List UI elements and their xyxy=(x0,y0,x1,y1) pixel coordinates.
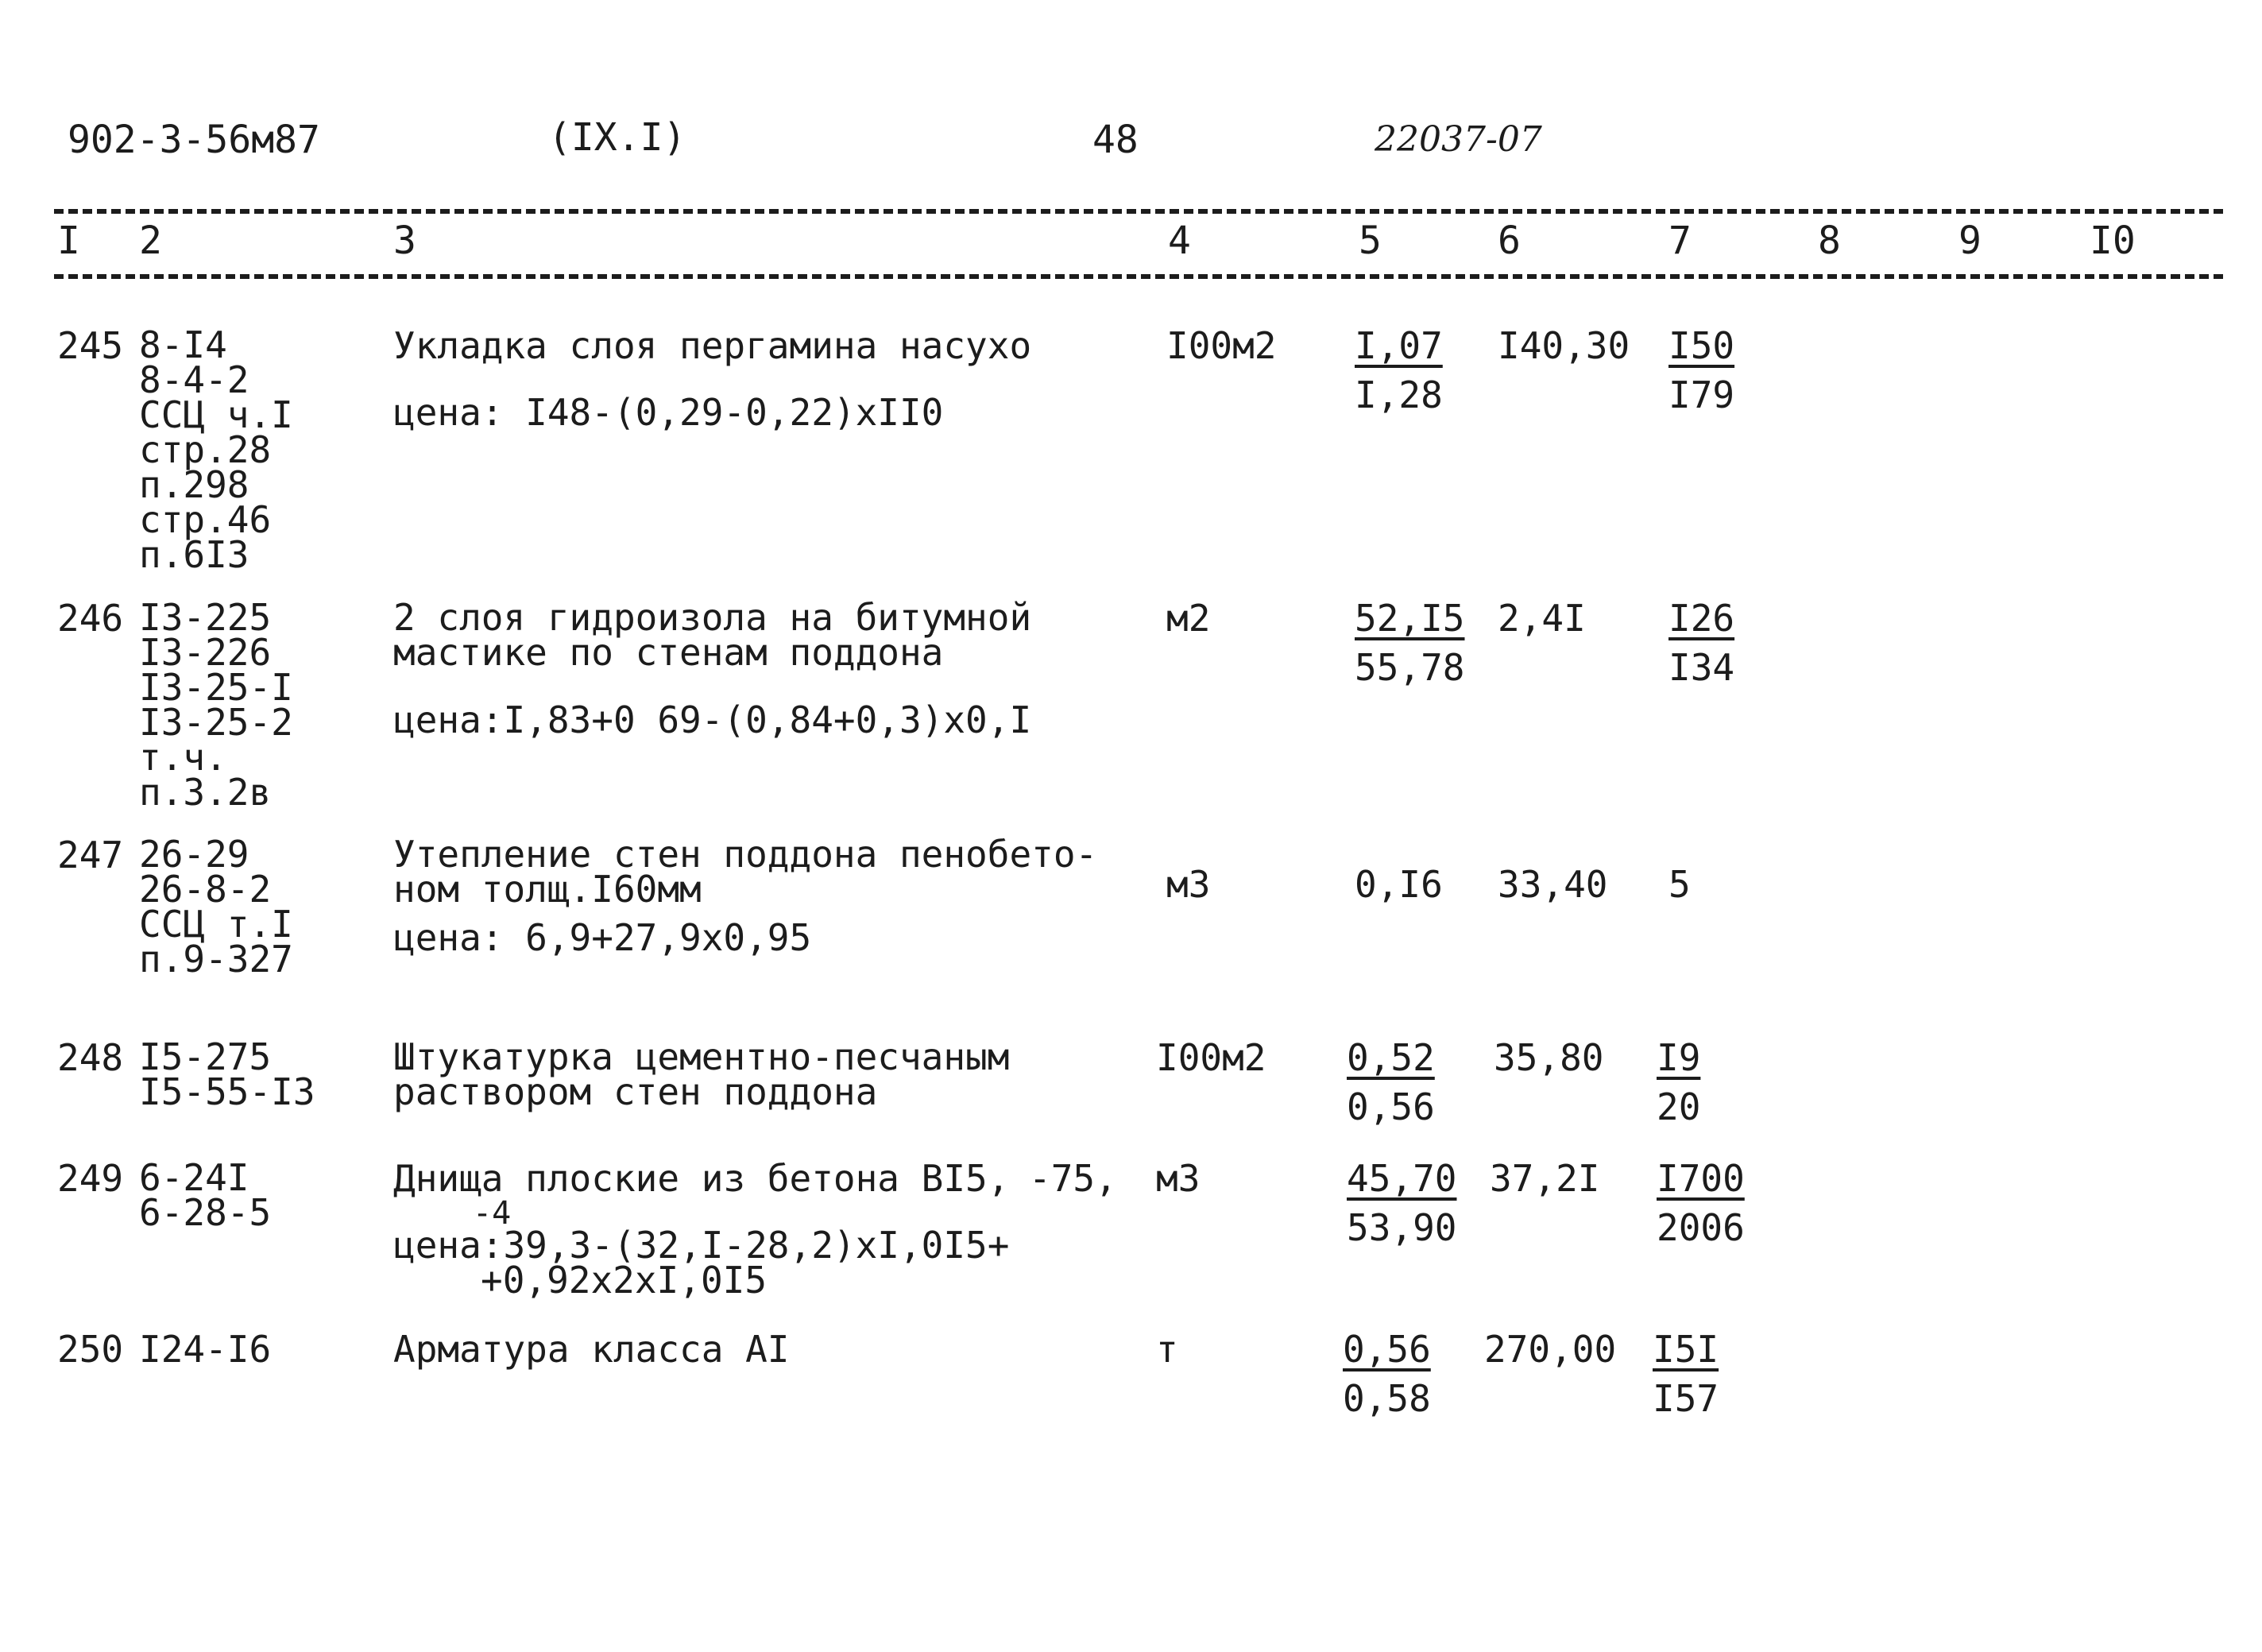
quantity-bottom: 53,90 xyxy=(1347,1206,1457,1249)
unit-cost: 37,2I xyxy=(1490,1157,1600,1200)
price-formula: цена: I48-(0,29-0,22)хII0 xyxy=(393,391,944,434)
work-description: Штукатурка цементно-песчаным раствором стен поддона xyxy=(393,1035,1010,1113)
unit: I00м2 xyxy=(1156,1036,1266,1079)
column-header-9: 9 xyxy=(1958,219,1982,263)
total-bottom: I79 xyxy=(1668,373,1735,416)
column-header-5: 5 xyxy=(1359,219,1382,263)
total-bottom: 2006 xyxy=(1657,1206,1745,1249)
column-header-7: 7 xyxy=(1668,219,1692,263)
row-number: 246 xyxy=(57,597,124,640)
column-header-3: 3 xyxy=(393,219,416,263)
row-number: 249 xyxy=(57,1157,124,1200)
total-top: I26 xyxy=(1668,597,1735,640)
reference-codes: 26-29 26-8-2 ССЦ т.I п.9-327 xyxy=(139,833,293,981)
quantity-bottom: 0,58 xyxy=(1343,1377,1431,1420)
total-top: I50 xyxy=(1668,324,1735,367)
reference-codes: 8-I4 8-4-2 ССЦ ч.I стр.28 п.298 стр.46 п.6I3 xyxy=(139,323,293,576)
column-header-6: 6 xyxy=(1498,219,1521,263)
price-formula: цена: 6,9+27,9х0,95 xyxy=(393,916,812,959)
column-header-4: 4 xyxy=(1168,219,1191,263)
quantity-top: I,07 xyxy=(1355,324,1443,367)
quantity-top: 45,70 xyxy=(1347,1157,1457,1200)
unit: м3 xyxy=(1166,863,1211,906)
quantity-bottom: 0,56 xyxy=(1347,1085,1435,1128)
work-description: Днища плоские из бетона BI5, xyxy=(393,1157,1010,1200)
quantity-bottom: 55,78 xyxy=(1355,646,1465,689)
unit-cost: I40,30 xyxy=(1498,324,1630,367)
unit-cost: 270,00 xyxy=(1484,1328,1617,1371)
reference-codes: I5-275 I5-55-I3 xyxy=(139,1035,315,1113)
reference-codes: 6-24I 6-28-5 xyxy=(139,1156,272,1234)
reference-codes: I24-I6 xyxy=(139,1328,272,1371)
unit: I00м2 xyxy=(1166,324,1277,367)
unit-cost: 2,4I xyxy=(1498,597,1586,640)
work-description: Укладка слоя пергамина насухо xyxy=(393,324,1032,367)
row-number: 247 xyxy=(57,834,124,876)
unit-cost: 33,40 xyxy=(1498,863,1608,906)
column-header-8: 8 xyxy=(1818,219,1841,263)
album-code: 22037-07 xyxy=(1375,119,1542,160)
total-top: I700 xyxy=(1657,1157,1745,1200)
column-header-10: I0 xyxy=(2090,219,2136,263)
quantity-bottom: I,28 xyxy=(1355,373,1443,416)
unit-cost: 35,80 xyxy=(1494,1036,1604,1079)
work-description: 2 слоя гидроизола на битумной мастике по стенам поддона xyxy=(393,596,1032,674)
row-number: 250 xyxy=(57,1328,124,1371)
work-description: Арматура класса AI xyxy=(393,1328,790,1371)
section-code: (IX.I) xyxy=(548,115,686,160)
total-bottom: 20 xyxy=(1657,1085,1701,1128)
quantity-top: 0,52 xyxy=(1347,1036,1435,1079)
unit: м2 xyxy=(1166,597,1211,640)
quantity-top: 52,I5 xyxy=(1355,597,1465,640)
total-top: I5I xyxy=(1653,1328,1719,1371)
work-description-grade: -75, xyxy=(1029,1157,1117,1200)
work-description-subscript: -4 xyxy=(473,1195,512,1232)
total-bottom: I57 xyxy=(1653,1377,1719,1420)
column-header-2: 2 xyxy=(139,219,162,263)
header-rule-top xyxy=(54,209,2223,214)
unit: м3 xyxy=(1156,1157,1201,1200)
total-top: 5 xyxy=(1668,863,1691,906)
quantity-top: 0,I6 xyxy=(1355,863,1443,906)
unit: т xyxy=(1156,1328,1178,1371)
header-rule-bottom xyxy=(54,274,2223,279)
column-header-1: I xyxy=(57,219,80,263)
row-number: 248 xyxy=(57,1036,124,1079)
reference-codes: I3-225 I3-226 I3-25-I I3-25-2 т.ч. п.3.2в xyxy=(139,596,293,814)
price-formula: цена:39,3-(32,I-28,2)хI,0I5+ +0,92х2хI,0I5 xyxy=(393,1224,1010,1302)
quantity-top: 0,56 xyxy=(1343,1328,1431,1371)
document-code: 902-3-56м87 xyxy=(68,118,320,162)
page-number: 48 xyxy=(1092,118,1139,162)
row-number: 245 xyxy=(57,324,124,367)
total-top: I9 xyxy=(1657,1036,1701,1079)
price-formula: цена:I,83+0 69-(0,84+0,3)х0,I xyxy=(393,698,1032,741)
work-description: Утепление стен поддона пенобето- ном толщ.I60мм xyxy=(393,833,1098,911)
total-bottom: I34 xyxy=(1668,646,1735,689)
